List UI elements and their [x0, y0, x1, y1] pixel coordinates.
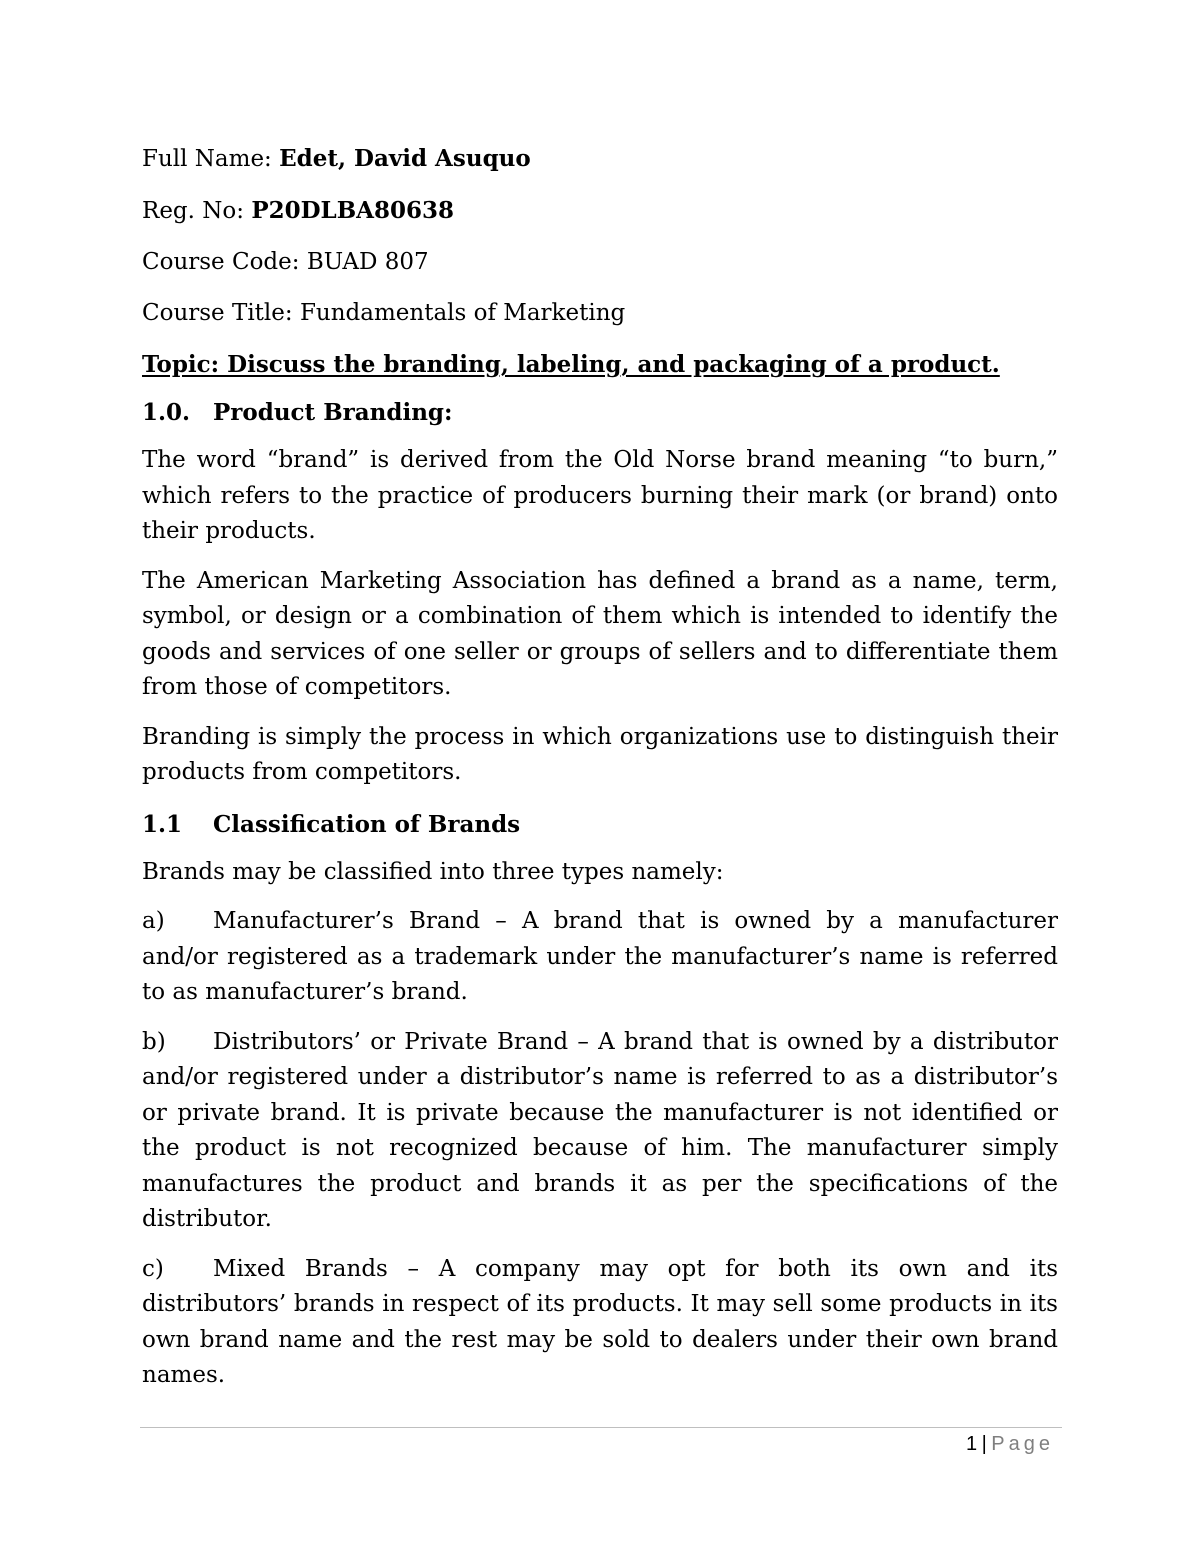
paragraph: Brands may be classified into three types namely: — [142, 858, 724, 885]
paragraph: The word “brand” is derived from the Old Norse brand meaning “to burn,” which refers to the practice of producers burning their mark (or brand) onto their products. — [142, 447, 1058, 544]
footer-separator: | — [981, 1433, 988, 1455]
topic-heading: Topic: Discuss the branding, labeling, and packaging of a product. — [142, 351, 1000, 378]
list-marker: b) — [142, 1028, 166, 1055]
section-heading-product-branding — [142, 393, 1058, 433]
course-code: Course Code: BUAD 807 — [142, 249, 429, 275]
section-title: Product Branding: — [213, 399, 453, 426]
list-item — [142, 1025, 1058, 1238]
page-label: Page — [991, 1433, 1054, 1455]
full-name-line — [142, 140, 1058, 178]
reg-number-line — [142, 192, 1058, 230]
page-footer — [966, 1430, 1054, 1458]
list-item — [142, 904, 1058, 1011]
course-title: Course Title: Fundamentals of Marketing — [142, 300, 626, 326]
list-item-text: Mixed Brands – A company may opt for both its own and its distributors’ brands in respect of its products. It may sell some products in its own brand name and the rest may be sold to dealers under their own brand names. — [142, 1255, 1058, 1388]
document-page — [142, 140, 1058, 1408]
section-heading-classification — [142, 805, 1058, 845]
reg-number-label: Reg. No: — [142, 198, 252, 224]
full-name-value: Edet, David Asuquo — [279, 145, 531, 172]
list-marker: a) — [142, 908, 165, 934]
section-number: 1.0. — [142, 399, 191, 426]
paragraph: The American Marketing Association has defined a brand as a name, term, symbol, or design or a combination of them which is intended to identify the goods and services of one seller or groups of sellers and to differentiate them from those of competitors. — [142, 567, 1058, 700]
paragraph: Branding is simply the process in which organizations use to distinguish their products from competitors. — [142, 723, 1058, 785]
list-marker: c) — [142, 1255, 164, 1282]
full-name-label: Full Name: — [142, 146, 280, 172]
section-title: Classification of Brands — [213, 810, 521, 838]
list-item-text: Distributors’ or Private Brand – A brand that is owned by a distributor and/or registered under a distributor’s name is referred to as a distributor’s or private brand. It is private because the manufacturer is not identified or the product is not recognized because of him. The manufacturer simply manufactures the product and brands it as per the specifications of the distributor. — [142, 1028, 1058, 1232]
footer-divider — [140, 1427, 1062, 1428]
list-item — [142, 1252, 1058, 1394]
section-number: 1.1 — [142, 810, 183, 838]
reg-number-value: P20DLBA80638 — [251, 197, 455, 224]
list-item-text: Manufacturer’s Brand – A brand that is owned by a manufacturer and/or registered as a trademark under the manufacturer’s name is referred to as manufacturer’s brand. — [142, 908, 1058, 1005]
page-number: 1 — [965, 1433, 978, 1455]
